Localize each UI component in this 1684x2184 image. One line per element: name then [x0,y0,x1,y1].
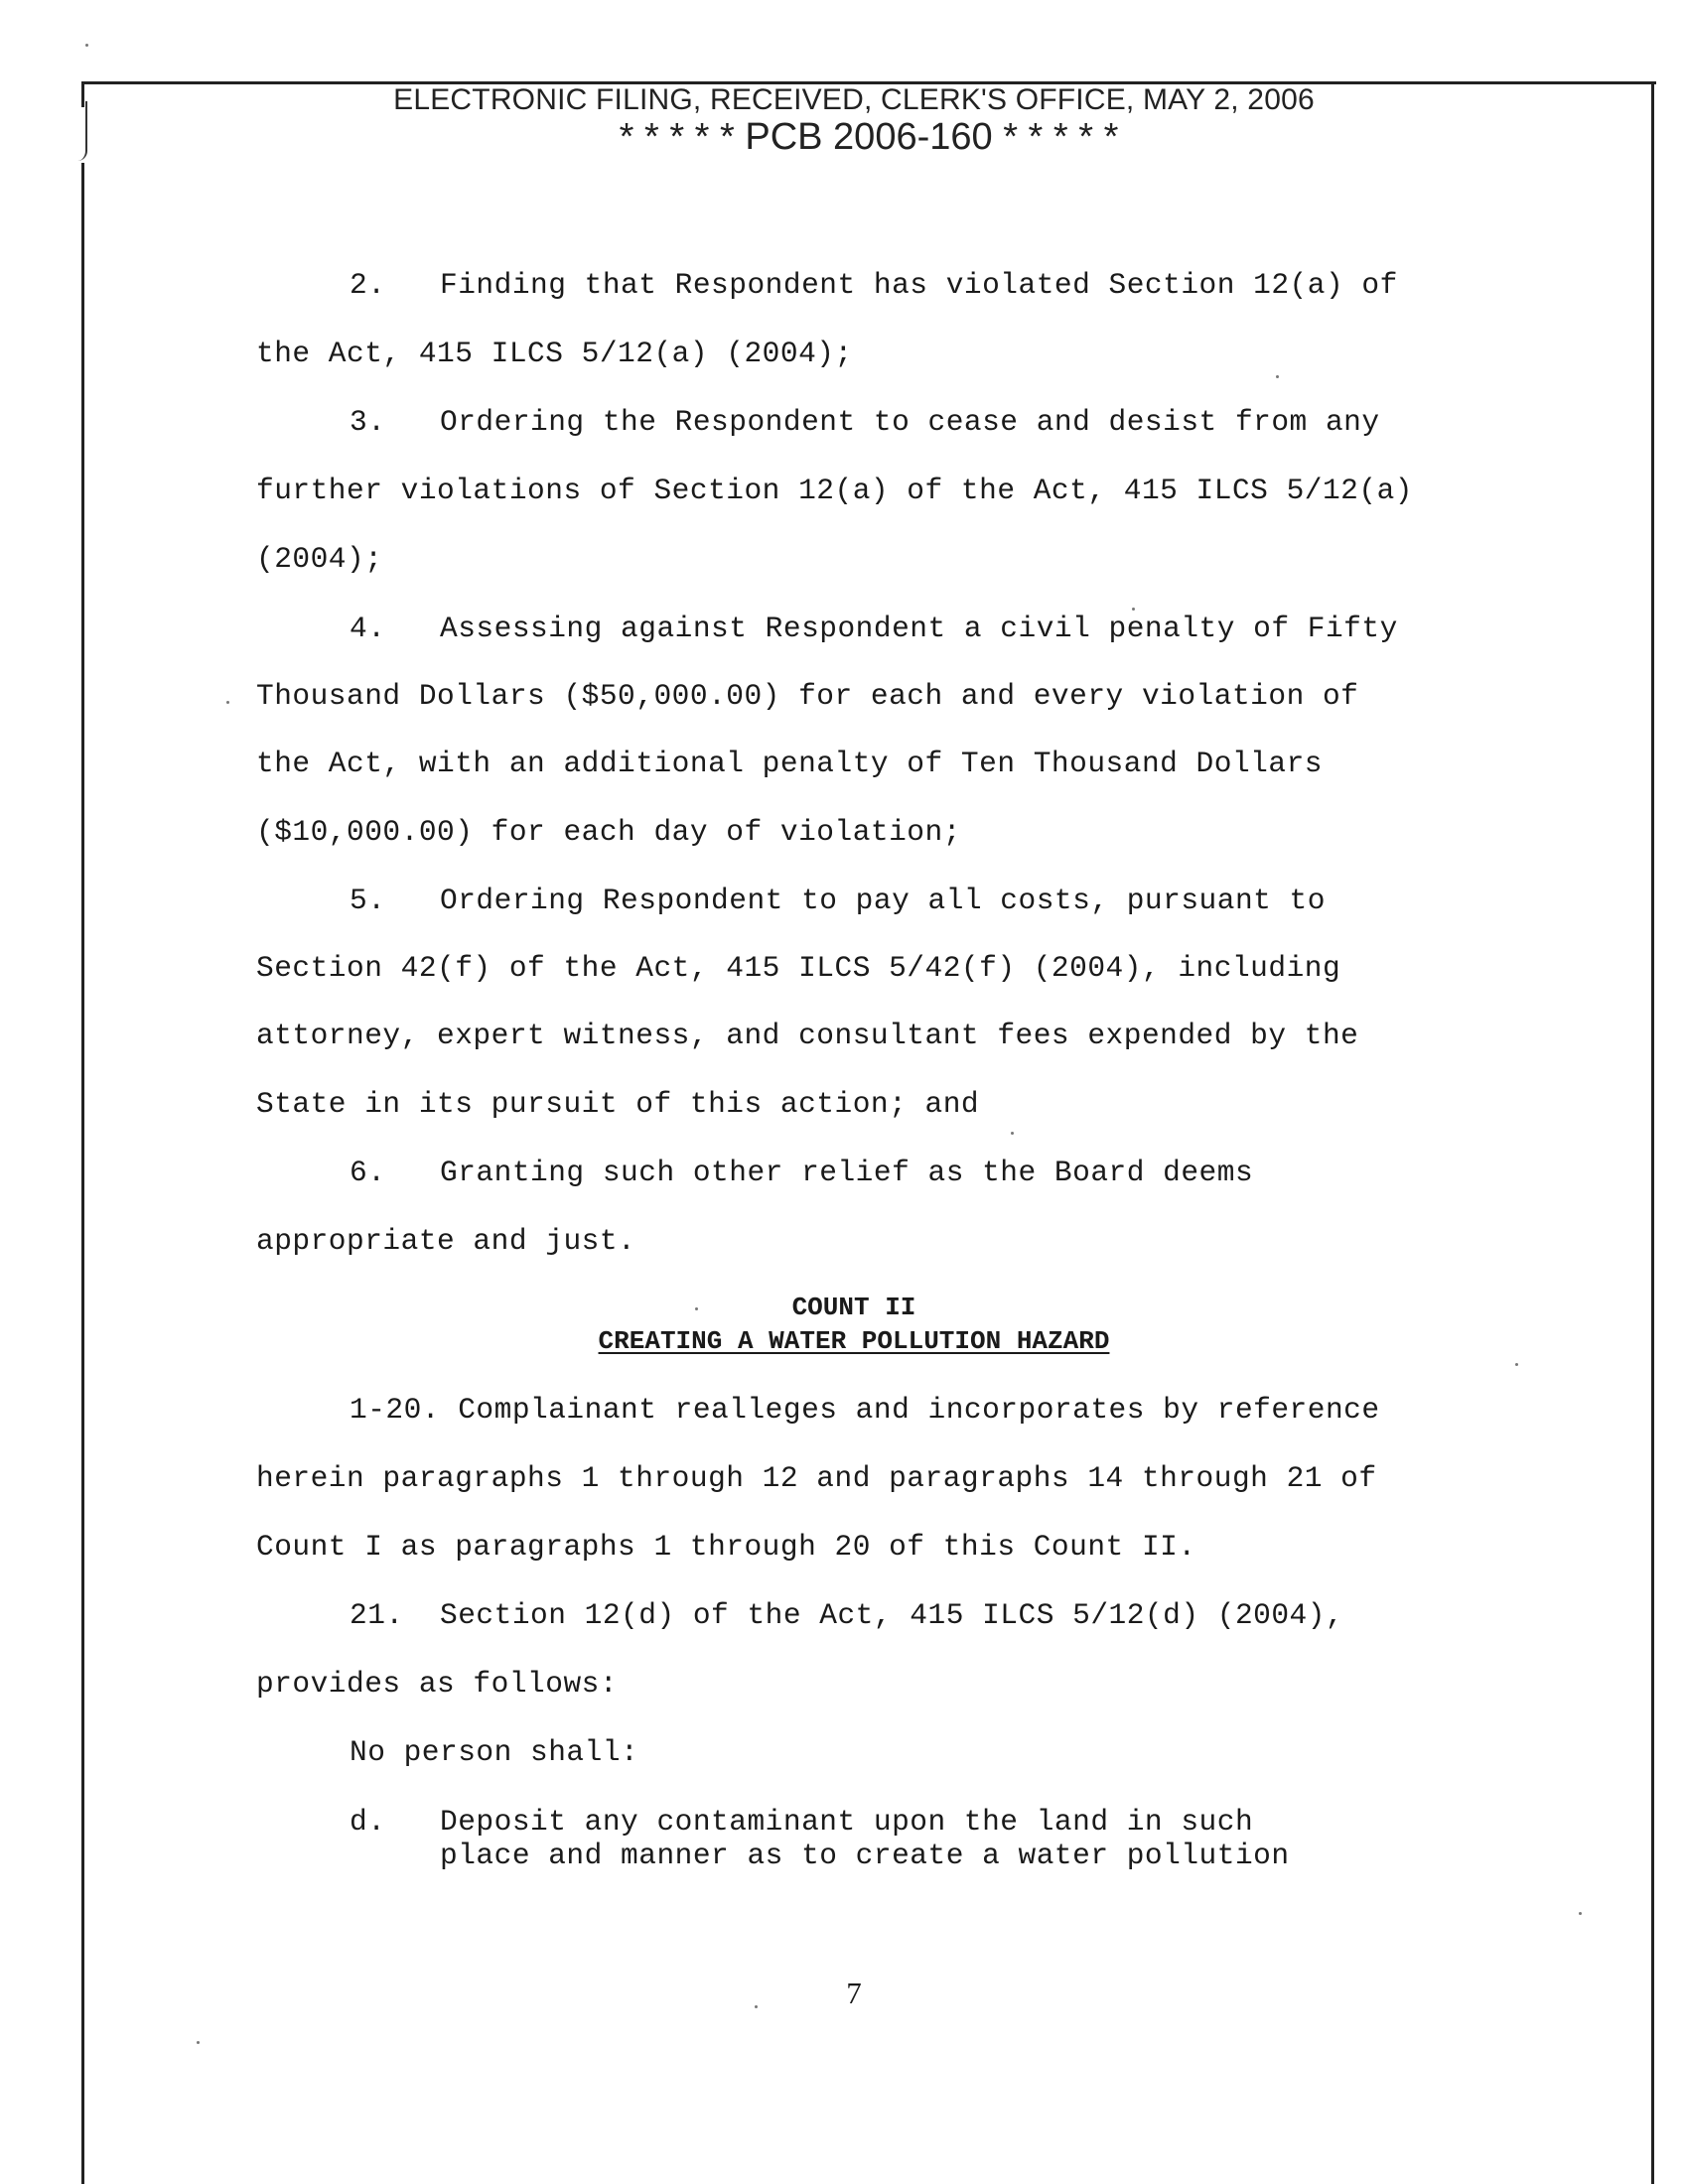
paragraph-1-20-line-2: herein paragraphs 1 through 12 and paragraphs 14 through 21 of [256,1461,1377,1495]
paragraph-3-line-2: further violations of Section 12(a) of the Act, 415 ILCS 5/12(a) [256,474,1413,507]
paragraph-21-line-1: 21. Section 12(d) of the Act, 415 ILCS 5/12(d) (2004), [350,1598,1344,1632]
paragraph-4-line-2: Thousand Dollars ($50,000.00) for each and every violation of [256,679,1359,713]
paragraph-4-line-4: ($10,000.00) for each day of violation; [256,815,961,849]
scan-speck [1515,1363,1518,1366]
paragraph-1-20-line-1: 1-20. Complainant realleges and incorporates by reference [350,1393,1380,1427]
scan-frame-right [1651,81,1654,2184]
paragraph-1-20-line-3: Count I as paragraphs 1 through 20 of this Count II. [256,1530,1196,1564]
count-subtitle-text: CREATING A WATER POLLUTION HAZARD [598,1326,1110,1356]
scan-speck [755,2005,758,2008]
paragraph-3-line-1: 3. Ordering the Respondent to cease and desist from any [350,405,1380,439]
paragraph-2-line-1: 2. Finding that Respondent has violated Section 12(a) of [350,268,1398,302]
paragraph-4-line-3: the Act, with an additional penalty of Ten Thousand Dollars [256,747,1323,780]
scan-speck [226,701,229,704]
page-number: 7 [846,1976,862,2010]
paragraph-3-line-3: (2004); [256,542,383,576]
scan-speck [1276,375,1279,378]
paragraph-4-line-1: 4. Assessing against Respondent a civil penalty of Fifty [350,612,1398,645]
scan-speck [85,44,88,47]
scan-speck [1011,1132,1014,1135]
count-subtitle [0,1326,1684,1356]
filing-stamp-line: ELECTRONIC FILING, RECEIVED, CLERK'S OFFICE, MAY 2, 2006 [393,83,1315,116]
scan-frame-left [81,81,84,2184]
paragraph-6-line-2: appropriate and just. [256,1224,636,1258]
scan-speck [695,1307,698,1310]
paragraph-5-line-2: Section 42(f) of the Act, 415 ILCS 5/42(f) (2004), including [256,951,1341,985]
paragraph-2-line-2: the Act, 415 ILCS 5/12(a) (2004); [256,337,853,370]
paragraph-6-line-1: 6. Granting such other relief as the Board deems [350,1156,1254,1189]
filing-stamp-header [0,83,1684,157]
scan-speck [197,2041,200,2044]
count-title: COUNT II [791,1293,916,1322]
quoted-statute-intro: No person shall: [350,1735,639,1769]
quoted-statute-d-line-1: d. Deposit any contaminant upon the land in such [350,1805,1254,1839]
scan-speck [1579,1912,1582,1915]
case-number-line: * * * * * PCB 2006-160 * * * * * [619,116,1119,158]
paragraph-5-line-1: 5. Ordering Respondent to pay all costs, pursuant to [350,884,1326,917]
paragraph-21-line-2: provides as follows: [256,1667,619,1701]
paragraph-5-line-3: attorney, expert witness, and consultant fees expended by the [256,1019,1359,1052]
quoted-statute-d-line-2: place and manner as to create a water pollution [350,1839,1290,1872]
scan-speck [1132,608,1135,611]
paragraph-5-line-4: State in its pursuit of this action; and [256,1087,980,1121]
